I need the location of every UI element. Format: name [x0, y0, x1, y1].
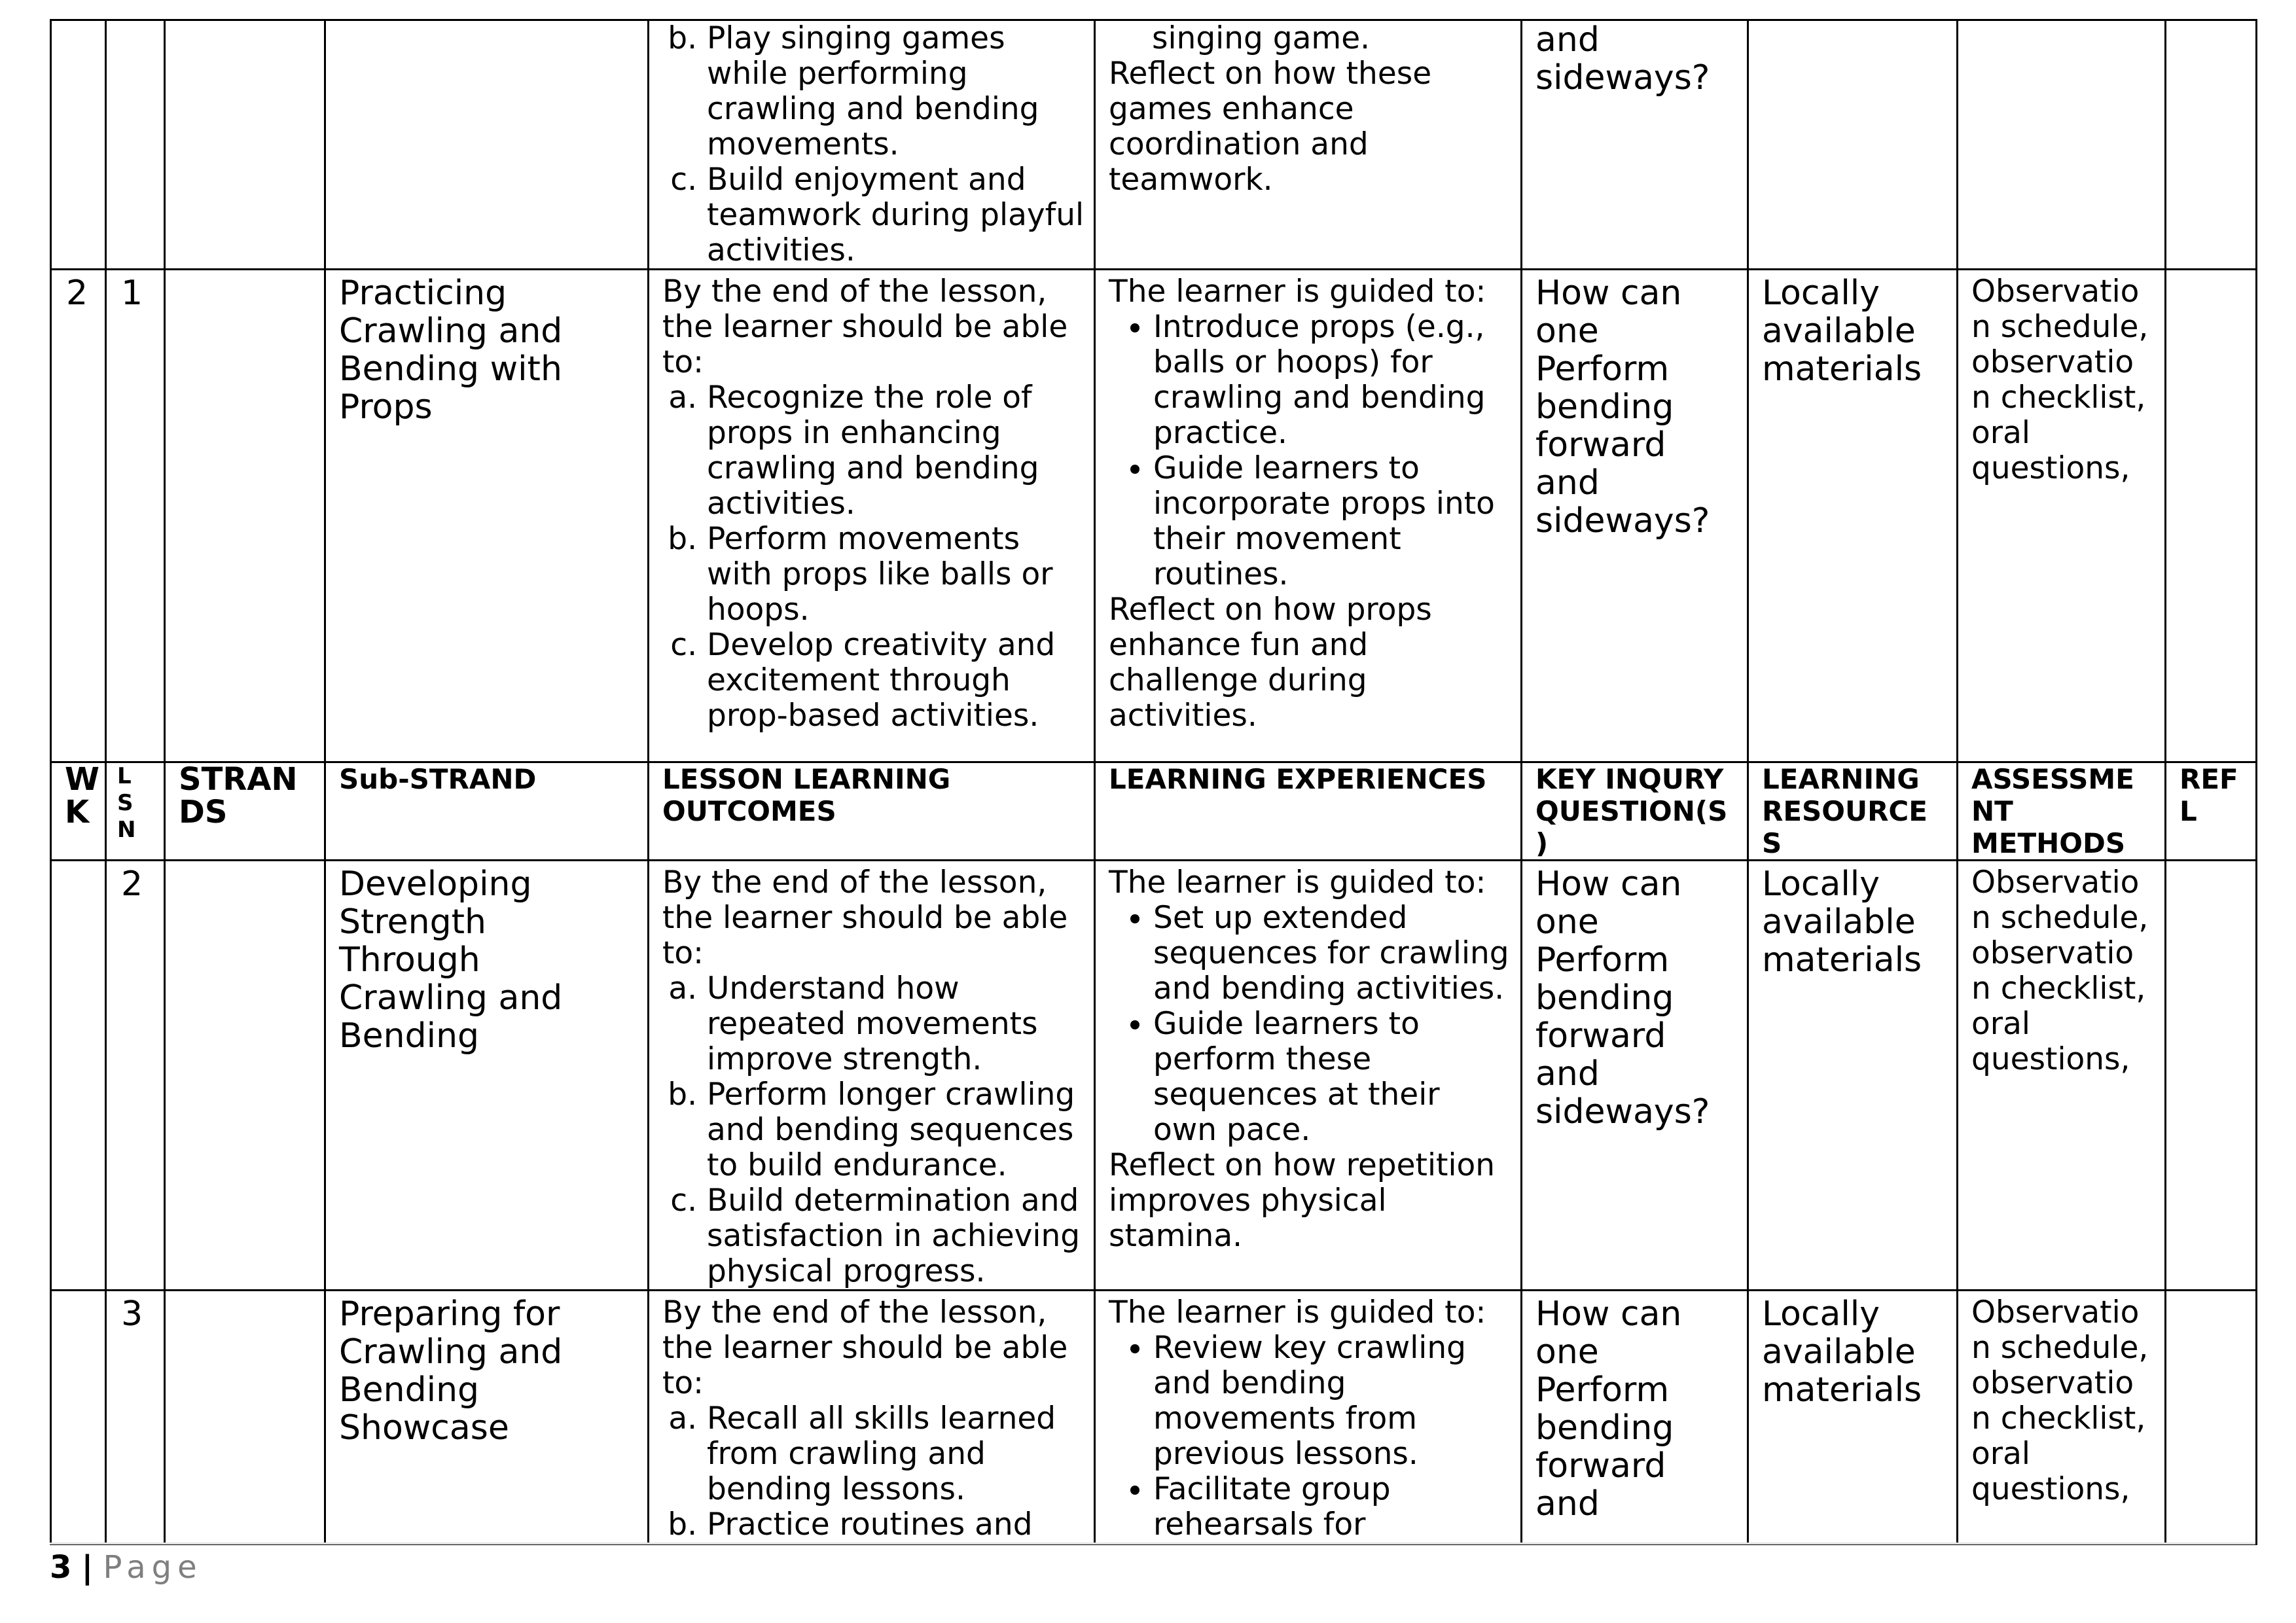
outcome-item: c. Build determination and satisfaction in achieving physical progress.	[707, 1183, 1085, 1289]
outcomes-list	[662, 380, 1085, 734]
header-lsn: L S N	[106, 762, 165, 861]
outcome-intro: By the end of the lesson, the learner should be able to:	[662, 274, 1068, 380]
header-resources: LEARNING RESOURCE S	[1748, 762, 1958, 861]
page-number: 3	[50, 1549, 72, 1586]
table-row	[51, 1291, 2257, 1544]
strand-cell	[165, 1291, 325, 1544]
experience-reflection: Reflect on how these games enhance coordination and teamwork.	[1109, 56, 1432, 198]
header-key-inquiry: KEY INQURY QUESTION(S )	[1522, 762, 1748, 861]
experience-item: • Introduce props (e.g., balls or hoops) for crawling and bending practice.	[1153, 310, 1511, 451]
key-inquiry-cell: How can one Perform bending forward and sideways?	[1522, 861, 1748, 1291]
assessment-cell	[1958, 20, 2166, 270]
header-strands: STRAN DS	[165, 762, 325, 861]
substrand-cell	[325, 20, 649, 270]
substrand-cell: Developing Strength Through Crawling and Bending	[325, 861, 649, 1291]
experience-item: • Facilitate group rehearsals for	[1153, 1472, 1511, 1543]
page-footer	[50, 1549, 203, 1586]
outcome-item: c. Develop creativity and excitement through prop-based activities.	[707, 628, 1085, 734]
outcome-item: a. Understand how repeated movements improve strength.	[707, 971, 1085, 1077]
experience-intro: The learner is guided to:	[1109, 1294, 1486, 1330]
outcome-item: b. Practice routines and	[707, 1507, 1085, 1543]
resources-cell: Locally available materials	[1748, 1291, 1958, 1544]
reflection-cell	[2166, 861, 2257, 1291]
experience-continuation: singing game.	[1152, 20, 1371, 56]
outcomes-cell	[649, 20, 1095, 270]
experience-reflection: Reflect on how props enhance fun and challenge during activities.	[1109, 592, 1432, 734]
experiences-list	[1109, 310, 1511, 592]
wk-cell	[51, 1291, 106, 1544]
outcomes-cell	[649, 270, 1095, 762]
reflection-cell	[2166, 270, 2257, 762]
resources-cell: Locally available materials	[1748, 861, 1958, 1291]
experience-reflection: Reflect on how repetition improves physical stamina.	[1109, 1147, 1496, 1254]
table-header-row	[51, 762, 2257, 861]
header-assessment: ASSESSME NT METHODS	[1958, 762, 2166, 861]
experiences-list	[1109, 1330, 1511, 1543]
substrand-cell: Preparing for Crawling and Bending Showcase	[325, 1291, 649, 1544]
outcome-item: c. Build enjoyment and teamwork during playful activities.	[707, 162, 1085, 268]
experiences-cell	[1095, 20, 1522, 270]
wk-cell	[51, 861, 106, 1291]
assessment-cell: Observatio n schedule, observatio n checklist, oral questions,	[1958, 861, 2166, 1291]
outcome-intro: By the end of the lesson, the learner should be able to:	[662, 1294, 1068, 1401]
experiences-cell	[1095, 270, 1522, 762]
outcome-item: b. Perform longer crawling and bending sequences to build endurance.	[707, 1077, 1085, 1183]
wk-cell	[51, 20, 106, 270]
header-experiences: LEARNING EXPERIENCES	[1095, 762, 1522, 861]
header-substrand: Sub-STRAND	[325, 762, 649, 861]
header-outcomes: LESSON LEARNING OUTCOMES	[649, 762, 1095, 861]
lsn-cell: 3	[106, 1291, 165, 1544]
footer-separator: |	[81, 1549, 94, 1586]
lsn-cell: 2	[106, 861, 165, 1291]
lsn-cell: 1	[106, 270, 165, 762]
outcomes-list	[662, 1401, 1085, 1543]
outcome-item: a. Recall all skills learned from crawling and bending lessons.	[707, 1401, 1085, 1507]
outcome-item: b. Perform movements with props like balls or hoops.	[707, 522, 1085, 628]
scheme-of-work-table	[50, 19, 2257, 1545]
table-row	[51, 861, 2257, 1291]
header-reflection: REF L	[2166, 762, 2257, 861]
experiences-list	[1109, 901, 1511, 1148]
strand-cell	[165, 20, 325, 270]
lsn-cell	[106, 20, 165, 270]
footer-divider	[50, 1543, 2255, 1544]
table-row	[51, 20, 2257, 270]
strand-cell	[165, 861, 325, 1291]
key-inquiry-cell: How can one Perform bending forward and	[1522, 1291, 1748, 1544]
outcomes-list	[662, 971, 1085, 1289]
assessment-cell: Observatio n schedule, observatio n checklist, oral questions,	[1958, 270, 2166, 762]
page-label: Page	[103, 1549, 203, 1586]
reflection-cell	[2166, 1291, 2257, 1544]
experiences-cell	[1095, 1291, 1522, 1544]
assessment-cell: Observatio n schedule, observatio n checklist, oral questions,	[1958, 1291, 2166, 1544]
outcomes-cell	[649, 1291, 1095, 1544]
strand-cell	[165, 270, 325, 762]
outcome-item: a. Recognize the role of props in enhancing crawling and bending activities.	[707, 380, 1085, 522]
experiences-cell	[1095, 861, 1522, 1291]
experience-intro: The learner is guided to:	[1109, 865, 1486, 901]
substrand-cell: Practicing Crawling and Bending with Props	[325, 270, 649, 762]
wk-cell: 2	[51, 270, 106, 762]
key-inquiry-cell	[1522, 20, 1748, 270]
experience-intro: The learner is guided to:	[1109, 274, 1486, 310]
outcome-item: b. Play singing games while performing crawling and bending movements.	[707, 21, 1085, 162]
table-row	[51, 270, 2257, 762]
experience-item: • Set up extended sequences for crawling and bending activities.	[1153, 901, 1511, 1007]
header-wk: W K	[51, 762, 106, 861]
experience-item: • Review key crawling and bending movements from previous lessons.	[1153, 1330, 1511, 1472]
reflection-cell	[2166, 20, 2257, 270]
key-inquiry-text: and sideways?	[1535, 20, 1710, 98]
outcomes-list	[662, 21, 1085, 268]
resources-cell	[1748, 20, 1958, 270]
key-inquiry-cell: How can one Perform bending forward and sideways?	[1522, 270, 1748, 762]
outcomes-cell	[649, 861, 1095, 1291]
experience-item: • Guide learners to incorporate props into their movement routines.	[1153, 451, 1511, 592]
outcome-intro: By the end of the lesson, the learner should be able to:	[662, 865, 1068, 971]
resources-cell: Locally available materials	[1748, 270, 1958, 762]
experience-item: • Guide learners to perform these sequences at their own pace.	[1153, 1007, 1511, 1148]
